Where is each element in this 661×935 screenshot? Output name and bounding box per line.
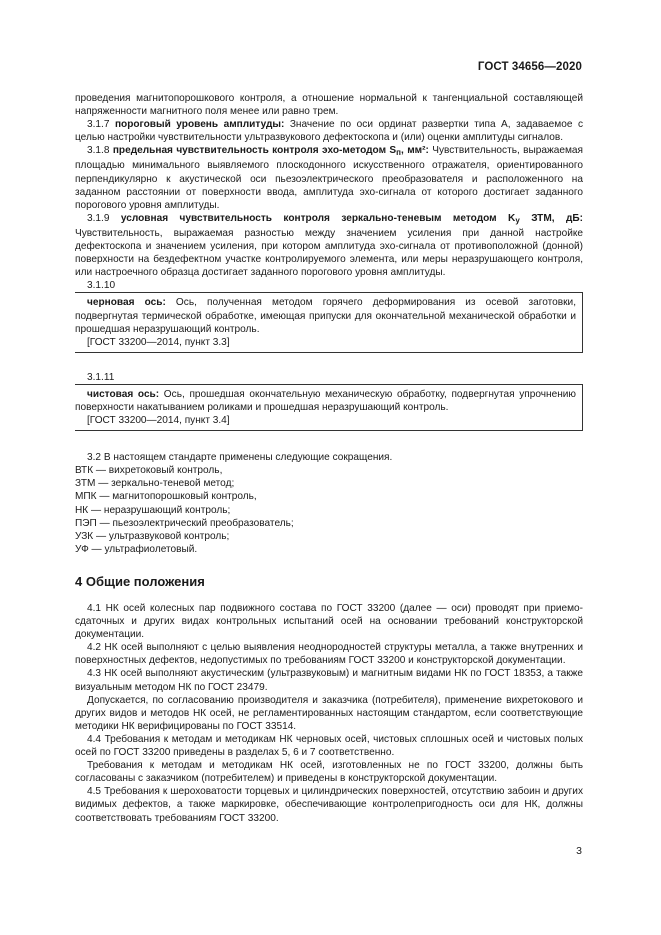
definition-3-1-8 bbox=[75, 144, 583, 211]
clause-number: 3.1.10 bbox=[75, 279, 583, 293]
term-end: ЗТМ, дБ: bbox=[519, 212, 583, 224]
clause-number: 3.1.11 bbox=[75, 371, 583, 385]
definition-3-1-11 bbox=[75, 371, 583, 431]
abbreviation-item: УЗК — ультразвуковой контроль; bbox=[75, 530, 230, 542]
term-paragraph bbox=[75, 388, 576, 414]
term-subscript: у bbox=[515, 215, 520, 225]
term-block bbox=[75, 385, 583, 431]
source-reference: [ГОСТ 33200—2014, пункт 3.4] bbox=[87, 415, 230, 427]
term bbox=[121, 213, 583, 224]
section-paragraph: 4.1 НК осей колесных пар подвижного состава по ГОСТ 33200 (далее — оси) проводят при приемо-сдаточных и других видах контрольных испытаний осей на основании требований конструкторской документации. bbox=[75, 603, 583, 641]
abbreviations-list bbox=[75, 464, 583, 556]
abbreviation-item: НК — неразрушающий контроль; bbox=[75, 504, 231, 516]
section-paragraph: Допускается, по согласованию производителя и заказчика (потребителя), применение вихретокового и других видов и методов НК осей, не регламентированных настоящим стандартом, если соответствующие методики НК верифицированы по ГОСТ 33514. bbox=[75, 694, 583, 732]
abbreviation-item: ПЭП — пьезоэлектрический преобразователь; bbox=[75, 517, 294, 529]
term: чистовая ось: bbox=[87, 388, 160, 400]
page-body bbox=[75, 92, 583, 825]
definition-text: Чувствительность, выражаемая разностью между значением усиления при данной настройке дефектоскопа и значением усиления, при котором амплитуда эхо-сигнала от противоположной (донной) поверхности на бездефектном участке контролируемого элемента, или меры неразрушающего контроля, или настроечного образца достигает заданного порогового уровня амплитуды. bbox=[75, 227, 583, 279]
definition-3-1-10 bbox=[75, 279, 583, 352]
abbreviation-item: ЗТМ — зеркально-теневой метод; bbox=[75, 478, 235, 490]
definition-3-1-7 bbox=[75, 118, 583, 144]
term-end: , мм²: bbox=[401, 145, 429, 157]
abbreviation-item: УФ — ультрафиолетовый. bbox=[75, 543, 198, 555]
abbreviation-item: МПК — магнитопорошковый контроль, bbox=[75, 491, 257, 503]
section-paragraph: 4.5 Требования к шероховатости торцевых и цилиндрических поверхностей, отсутствию забоин и других видимых дефектов, а также маркировке, обеспечивающие контролепригодность оси для НК, должны соответствовать требованиям ГОСТ 33200. bbox=[75, 786, 583, 824]
term bbox=[113, 145, 429, 156]
section-paragraph: 4.4 Требования к методам и методикам НК черновых осей, чистовых сплошных осей и чистовых полых осей по ГОСТ 33200 приведены в разделах 5, 6 и 7 соответственно. bbox=[75, 733, 583, 759]
section-paragraph: 4.3 НК осей выполняют акустическим (ультразвуковым) и магнитным видами НК по ГОСТ 18353, а также визуальным методом НК по ГОСТ 23479. bbox=[75, 668, 583, 693]
clause-number: 3.1.9 bbox=[87, 212, 110, 224]
section-paragraph: 4.2 НК осей выполняют с целью выявления неоднородностей структуры металла, а также внутренних и поверхностных дефектов, недопустимых по требованиям ГОСТ 33200 и конструкторской документации. bbox=[75, 642, 583, 667]
term: пороговый уровень амплитуды: bbox=[114, 119, 285, 131]
document-code: ГОСТ 34656—2020 bbox=[477, 61, 582, 73]
definition-text: Ось, прошедшая окончательную механическую обработку, подвергнутая упрочнению поверхности накатыванием роликами и прошедшая неразрушающий контроль. bbox=[75, 388, 576, 413]
term-main: условная чувствительность контроля зеркально-теневым методом K bbox=[120, 212, 516, 224]
section-heading: 4 Общие положения bbox=[75, 573, 205, 589]
section-paragraph: Требования к методам и методикам НК осей, изготовленных не по ГОСТ 33200, должны быть согласованы с заказчиком (потребителем) и приведены в конструкторской документации. bbox=[75, 760, 583, 785]
definition-text: Чувствительность, выражаемая площадью минимального выявляемого плоскодонного искусственного отражателя, ориентированного перпендикулярно к акустической оси пьезоэлектрического преобразователя и расположенного на заданном расстоянии от поверхности ввода, амплитуда эхо-сигнала от которого достигает заданного порогового уровня амплитуды. bbox=[75, 145, 583, 211]
definition-3-1-9 bbox=[75, 212, 583, 279]
clause-number: 3.1.8 bbox=[87, 145, 110, 157]
term-subscript: п bbox=[396, 148, 402, 158]
clause-number: 3.1.7 bbox=[87, 119, 110, 131]
source-reference: [ГОСТ 33200—2014, пункт 3.3] bbox=[87, 336, 230, 348]
intro-paragraph: проведения магнитопорошкового контроля, а отношение нормальной к тангенциальной составляющей напряженности магнитного поля менее или равно трем. bbox=[75, 93, 583, 118]
definition-text: Значение по оси ординат развертки типа А, задаваемое с целью настройки чувствительности ультразвукового дефектоскопа и (или) оценки амплитуды сигналов. bbox=[75, 119, 583, 144]
page-number: 3 bbox=[576, 845, 582, 857]
abbreviations-intro: 3.2 В настоящем стандарте применены следующие сокращения. bbox=[87, 452, 393, 464]
definition-text: Ось, полученная методом горячего деформирования из осевой заготовки, подвергнутая термической обработке, имеющая припуски для окончательной механической обработки и прошедшая неразрушающий контроль. bbox=[75, 297, 576, 335]
term-paragraph bbox=[75, 296, 576, 335]
term: черновая ось: bbox=[87, 297, 166, 309]
abbreviation-item: ВТК — вихретоковый контроль, bbox=[75, 465, 223, 477]
term-block bbox=[75, 293, 583, 352]
term-main: предельная чувствительность контроля эхо-методом S bbox=[112, 145, 397, 157]
